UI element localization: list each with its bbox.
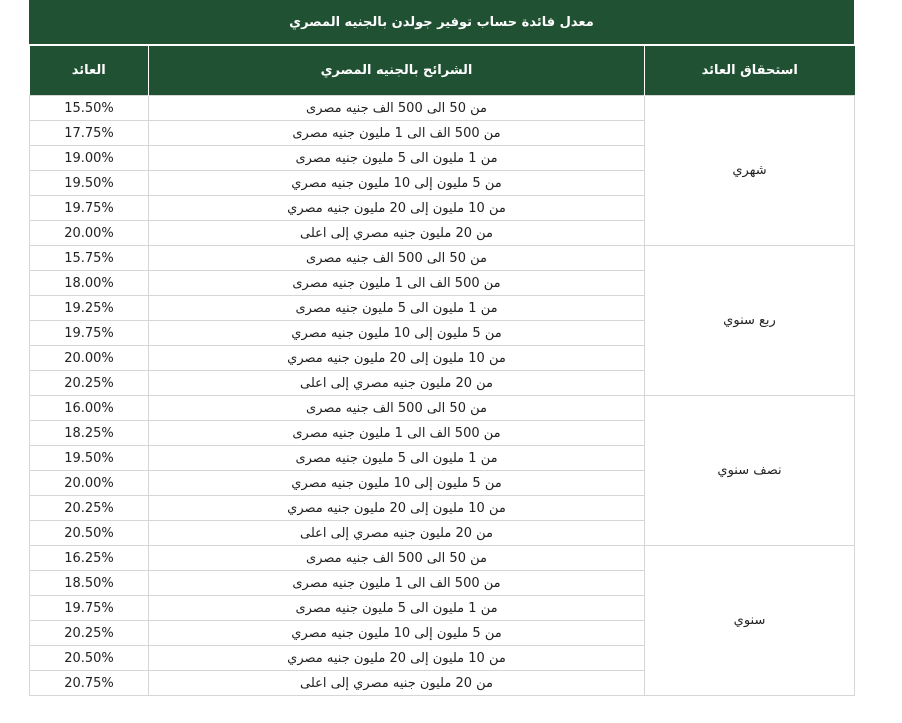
payout-period-cell: سنوي <box>645 546 855 696</box>
rate-cell: 20.00% <box>30 346 149 371</box>
tier-cell: من 20 مليون جنيه مصري إلى اعلى <box>149 521 645 546</box>
rate-cell: 20.25% <box>30 496 149 521</box>
payout-period-cell: نصف سنوي <box>645 396 855 546</box>
tier-cell: من 50 الى 500 الف جنيه مصرى <box>149 246 645 271</box>
rate-cell: 20.00% <box>30 221 149 246</box>
tier-cell: من 5 مليون إلى 10 مليون جنيه مصري <box>149 621 645 646</box>
rate-cell: 19.75% <box>30 596 149 621</box>
rate-cell: 16.00% <box>30 396 149 421</box>
tier-cell: من 5 مليون إلى 10 مليون جنيه مصري <box>149 171 645 196</box>
tier-cell: من 1 مليون الى 5 مليون جنيه مصرى <box>149 296 645 321</box>
rates-table-container <box>29 0 854 696</box>
rate-cell: 18.25% <box>30 421 149 446</box>
rate-cell: 20.50% <box>30 521 149 546</box>
rate-cell: 15.50% <box>30 96 149 121</box>
table-row <box>30 546 855 571</box>
rate-cell: 19.75% <box>30 196 149 221</box>
tier-cell: من 10 مليون إلى 20 مليون جنيه مصري <box>149 196 645 221</box>
interest-rates-table <box>29 46 855 696</box>
tier-cell: من 20 مليون جنيه مصري إلى اعلى <box>149 671 645 696</box>
rate-cell: 20.50% <box>30 646 149 671</box>
tier-cell: من 500 الف الى 1 مليون جنيه مصرى <box>149 271 645 296</box>
table-row <box>30 246 855 271</box>
rate-cell: 19.25% <box>30 296 149 321</box>
rate-cell: 19.50% <box>30 446 149 471</box>
tier-cell: من 5 مليون إلى 10 مليون جنيه مصري <box>149 321 645 346</box>
tier-cell: من 10 مليون إلى 20 مليون جنيه مصري <box>149 346 645 371</box>
header-return: العائد <box>30 46 149 96</box>
tier-cell: من 1 مليون الى 5 مليون جنيه مصرى <box>149 596 645 621</box>
rate-cell: 16.25% <box>30 546 149 571</box>
tier-cell: من 5 مليون إلى 10 مليون جنيه مصري <box>149 471 645 496</box>
rate-cell: 20.75% <box>30 671 149 696</box>
tier-cell: من 10 مليون إلى 20 مليون جنيه مصري <box>149 496 645 521</box>
tier-cell: من 1 مليون الى 5 مليون جنيه مصرى <box>149 146 645 171</box>
rate-cell: 19.50% <box>30 171 149 196</box>
rate-cell: 20.00% <box>30 471 149 496</box>
tier-cell: من 20 مليون جنيه مصري إلى اعلى <box>149 221 645 246</box>
payout-period-cell: ربع سنوي <box>645 246 855 396</box>
tier-cell: من 50 الى 500 الف جنيه مصرى <box>149 96 645 121</box>
table-title: معدل فائدة حساب توفير جولدن بالجنيه المصري <box>29 0 854 46</box>
tier-cell: من 10 مليون إلى 20 مليون جنيه مصري <box>149 646 645 671</box>
header-row <box>30 46 855 96</box>
tier-cell: من 50 الى 500 الف جنيه مصرى <box>149 396 645 421</box>
header-payout: استحقاق العائد <box>645 46 855 96</box>
rate-cell: 18.00% <box>30 271 149 296</box>
tier-cell: من 500 الف الى 1 مليون جنيه مصرى <box>149 421 645 446</box>
rate-cell: 19.75% <box>30 321 149 346</box>
rate-cell: 20.25% <box>30 371 149 396</box>
payout-period-cell: شهري <box>645 96 855 246</box>
table-row <box>30 96 855 121</box>
header-tiers: الشرائح بالجنيه المصري <box>149 46 645 96</box>
rate-cell: 19.00% <box>30 146 149 171</box>
tier-cell: من 500 الف الى 1 مليون جنيه مصرى <box>149 571 645 596</box>
table-body <box>30 96 855 696</box>
tier-cell: من 1 مليون الى 5 مليون جنيه مصرى <box>149 446 645 471</box>
rate-cell: 15.75% <box>30 246 149 271</box>
tier-cell: من 50 الى 500 الف جنيه مصرى <box>149 546 645 571</box>
table-row <box>30 396 855 421</box>
tier-cell: من 500 الف الى 1 مليون جنيه مصرى <box>149 121 645 146</box>
rate-cell: 17.75% <box>30 121 149 146</box>
rate-cell: 20.25% <box>30 621 149 646</box>
tier-cell: من 20 مليون جنيه مصري إلى اعلى <box>149 371 645 396</box>
rate-cell: 18.50% <box>30 571 149 596</box>
